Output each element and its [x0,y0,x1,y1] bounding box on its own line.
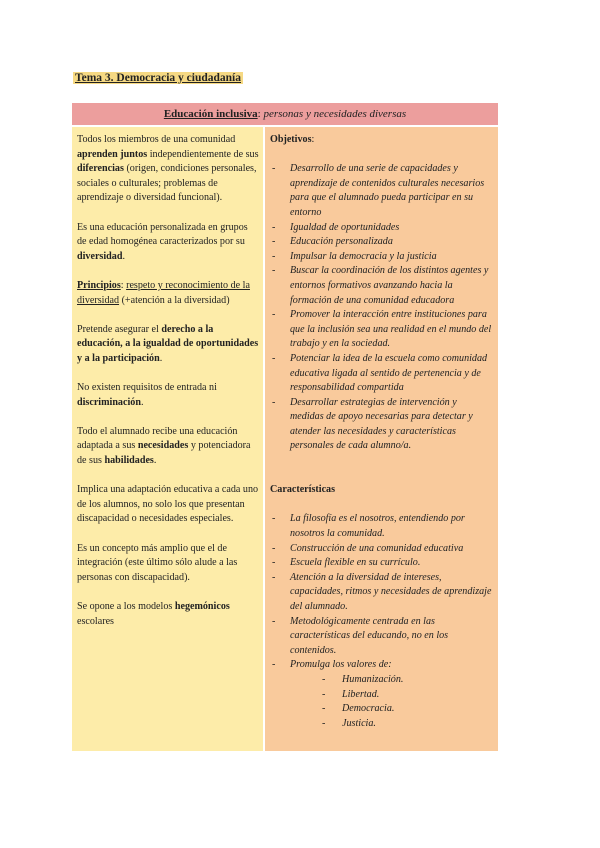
list-item: - Atención a la diversidad de intereses, capacidades, ritmos y necesidades de aprendizaje del alumnado. [270,571,492,615]
list-item: - Potenciar la idea de la escuela como comunidad educativa ligada al sentido de pertenencia y de responsabilidad compartida [270,352,492,396]
paragraph-9: Se opone a los modelos hegemónicos escolares [77,601,230,627]
list-item: - Construcción de una comunidad educativa [270,542,492,557]
list-item: - Humanización. [270,673,492,688]
list-item: - Impulsar la democracia y la justicia [270,250,492,265]
objetivos-title: Objetivos: [270,134,315,145]
list-item: - Libertad. [270,688,492,703]
paragraph-2: Es una educación personalizada en grupos de edad homogénea caracterizados por su diversidad. [77,221,248,262]
paragraph-6: Todo el alumnado recibe una educación adaptada a sus necesidades y potenciadora de sus habilidades. [77,425,251,467]
paragraph-5: No existen requisitos de entrada ni discriminación. [77,382,217,408]
list-item: - Promover la interacción entre instituciones para que la inclusión sea una realidad en el mundo del trabajo y en la sociedad. [270,308,492,352]
table-header [72,103,498,125]
paragraph-1: Todos los miembros de una comunidad aprenden juntos independientemente de sus diferencias (origen, condiciones personales, sociales o culturales; problemas de aprendizaje o diversidad funcional). [77,134,259,204]
header-separator: : [257,108,264,120]
paragraph-4: Pretende asegurar el derecho a la educación, a la igualdad de oportunidades y a la participación. [77,323,259,364]
list-item: - La filosofía es el nosotros, entendiendo por nosotros la comunidad. [270,512,492,541]
content-table [72,103,498,751]
valores-list [270,673,492,731]
list-item: - Desarrollar estrategias de intervención y medidas de apoyo necesarias para detectar y atender las necesidades y características personales de cada alumno/a. [270,396,492,454]
header-subtitle: personas y necesidades diversas [263,108,407,120]
objetivos-list [270,162,492,454]
paragraph-8: Es un concepto más amplio que el de integración (este último sólo alude a las personas con discapacidad). [77,542,238,583]
list-item: - Metodológicamente centrada en las características del educando, no en los contenidos. [270,615,492,659]
page-title: Tema 3. Democracia y ciudadanía [75,72,241,84]
caracteristicas-title: Características [270,484,336,496]
list-item: - Buscar la coordinación de los distintos agentes y entornos formativos avanzando hacia la formación de una comunidad educadora [270,264,492,308]
list-item: - Educación personalizada [270,235,492,250]
list-item: - Desarrollo de una serie de capacidades y aprendizaje de contenidos culturales necesarios para que el alumnado pueda participar en su entorno [270,162,492,220]
caracteristicas-list [270,512,492,673]
list-item: - Escuela flexible en su currículo. [270,556,492,571]
left-column [72,127,263,751]
right-column [265,127,498,751]
list-item: - Igualdad de oportunidades [270,221,492,236]
header-title: Educación inclusiva [163,108,258,120]
paragraph-principios: Principios: respeto y reconocimiento de la diversidad (+atención a la diversidad) [77,279,250,306]
list-item: - Democracia. [270,702,492,717]
list-item: - Justicia. [270,717,492,732]
paragraph-7: Implica una adaptación educativa a cada uno de los alumnos, no solo los que presentan discapacidad o necesidades especiales. [77,484,259,525]
list-item: - Promulga los valores de: [270,658,492,673]
